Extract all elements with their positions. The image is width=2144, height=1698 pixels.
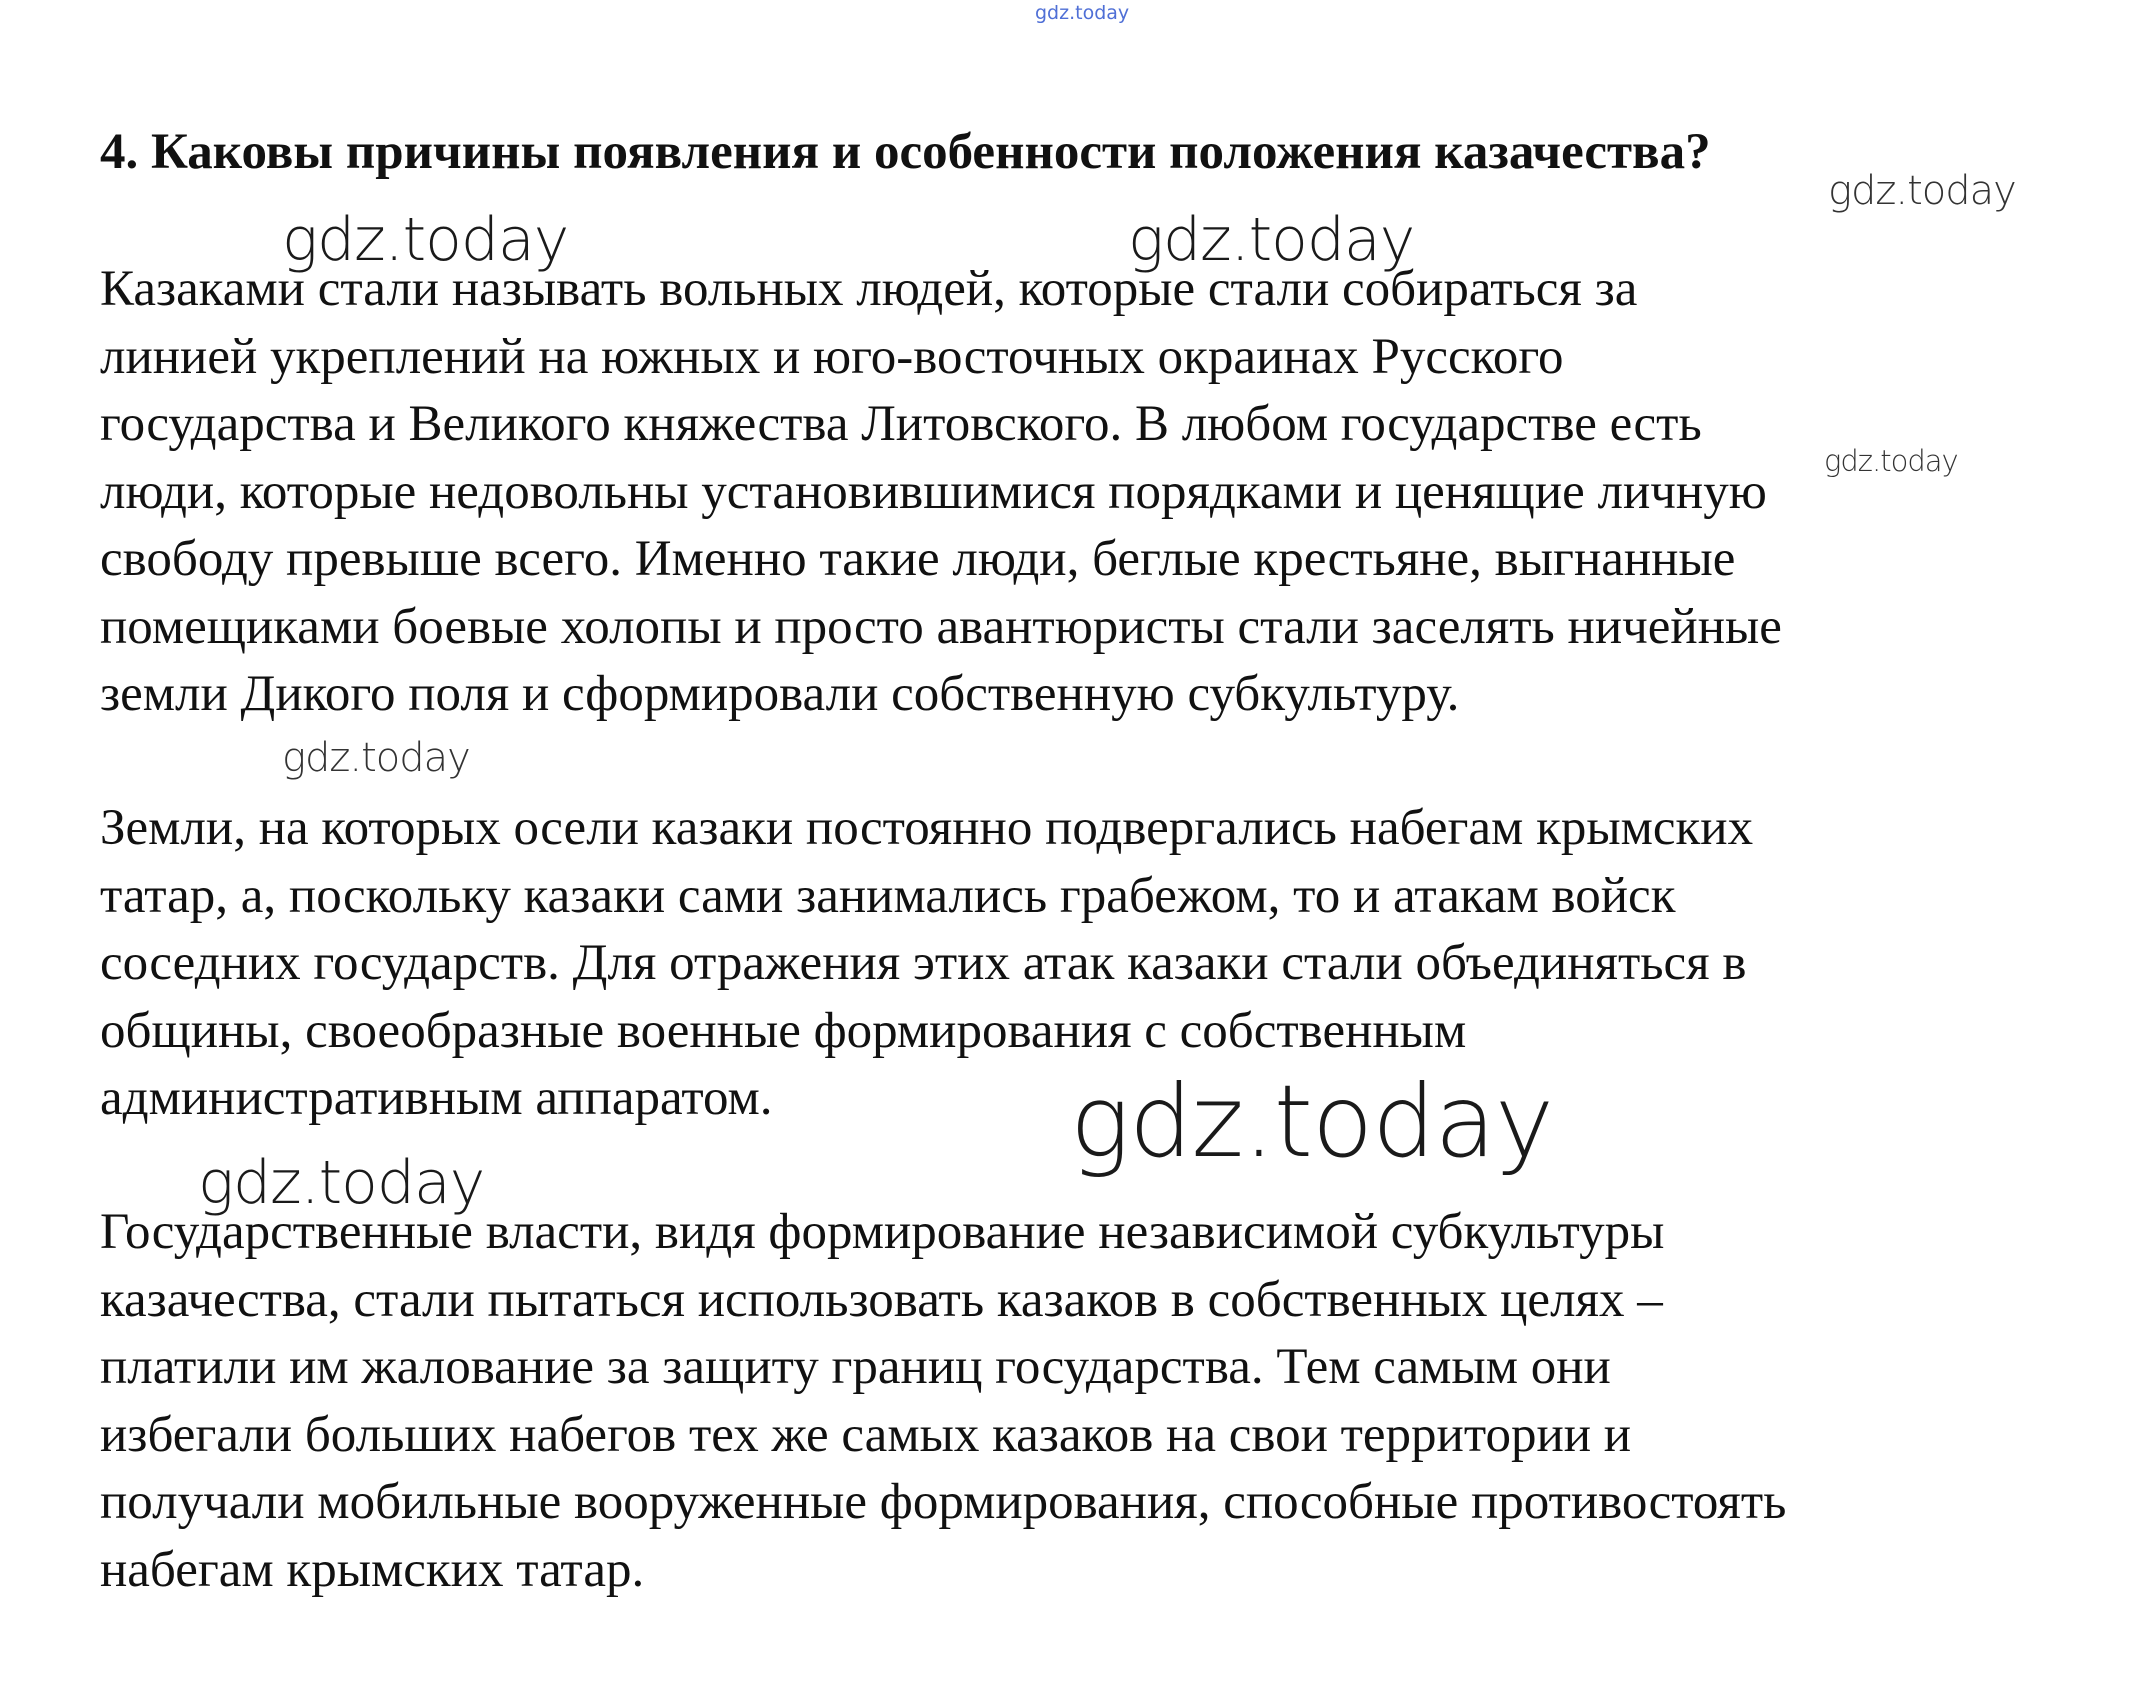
- watermark: gdz.today: [1128, 205, 1415, 275]
- paragraph-line: платили им жалование за защиту границ государства. Тем самым они: [100, 1339, 1611, 1395]
- question-heading: 4. Каковы причины появления и особенности положения казачества?: [100, 124, 1711, 180]
- paragraph-line: Государственные власти, видя формирование независимой субкультуры: [100, 1204, 1665, 1260]
- watermark-top: gdz.today: [1035, 2, 1130, 24]
- watermark: gdz.today: [198, 1148, 485, 1218]
- paragraph-line: общины, своеобразные военные формирования с собственным: [100, 1002, 1467, 1059]
- watermark: gdz.today: [1828, 168, 2016, 214]
- paragraph-line: административным аппаратом.: [100, 1070, 773, 1126]
- paragraph-line: избегали больших набегов тех же самых казаков на свои территории и: [100, 1406, 1632, 1463]
- paragraph-line: получали мобильные вооруженные формирования, способные противостоять: [100, 1474, 1787, 1530]
- paragraph-line: земли Дикого поля и сформировали собственную субкультуру.: [100, 666, 1460, 722]
- paragraph-line: Земли, на которых осели казаки постоянно подвергались набегам крымских: [100, 800, 1754, 856]
- answer-paragraph-3: [100, 1199, 2100, 1604]
- paragraph-line: государства и Великого княжества Литовского. В любом государстве есть: [100, 396, 1702, 452]
- paragraph-line: линией укреплений на южных и юго-восточных окраинах Русского: [100, 328, 1564, 385]
- paragraph-line: свободу превыше всего. Именно такие люди, беглые крестьяне, выгнанные: [100, 531, 1736, 587]
- watermark: gdz.today: [1070, 1063, 1554, 1180]
- paragraph-line: помещиками боевые холопы и просто авантюристы стали заселять ничейные: [100, 598, 1782, 655]
- paragraph-line: соседних государств. Для отражения этих атак казаки стали объединяться в: [100, 935, 1747, 991]
- watermark: gdz.today: [282, 205, 569, 275]
- watermark: gdz.today: [1824, 444, 1958, 478]
- answer-paragraph-1: [100, 256, 2100, 729]
- paragraph-line: набегам крымских татар.: [100, 1541, 645, 1598]
- paragraph-line: казачества, стали пытаться использовать казаков в собственных целях –: [100, 1271, 1663, 1328]
- paragraph-line: люди, которые недовольны установившимися порядками и ценящие личную: [100, 463, 1767, 520]
- paragraph-line: татар, а, поскольку казаки сами занимались грабежом, то и атакам войск: [100, 867, 1676, 924]
- watermark: gdz.today: [282, 735, 470, 781]
- paragraph-line: Казаками стали называть вольных людей, которые стали собираться за: [100, 261, 1638, 317]
